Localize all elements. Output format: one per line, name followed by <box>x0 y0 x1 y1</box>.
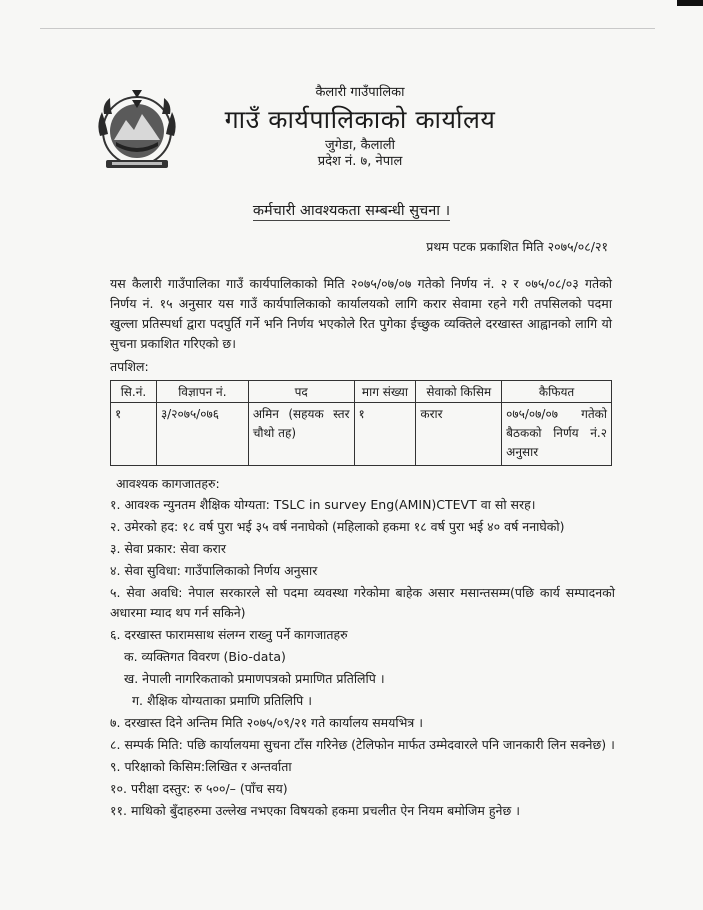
list-item: ७. दरखास्त दिने अन्तिम मिति २०७५/०९/२१ गते कार्यालय समयभित्र । <box>110 715 424 730</box>
col-remarks: कैफियत <box>502 381 612 403</box>
scan-corner-mark <box>677 0 703 6</box>
col-post: पद <box>248 381 354 403</box>
nepal-emblem-icon <box>92 84 182 174</box>
list-item: क. व्यक्तिगत विवरण (Bio-data) <box>124 649 286 664</box>
col-advert-no: विज्ञापन नं. <box>156 381 248 403</box>
office-header <box>210 84 510 170</box>
requirements-list <box>110 495 615 821</box>
office-location: जुगेडा, कैलाली <box>325 138 395 153</box>
requirements-heading: आवश्यक कागजातहरु: <box>116 476 220 491</box>
requirements-section <box>110 473 615 823</box>
list-item: १०. परीक्षा दस्तुर: रु ५००/– (पाँच सय) <box>110 781 288 796</box>
notice-title-text: कर्मचारी आवश्यकता सम्बन्धी सुचना । <box>252 203 451 219</box>
list-item: ८. सम्पर्क मिति: पछि कार्यालयमा सुचना टाँस गरिनेछ (टेलिफोन मार्फत उम्मेदवारले पनि जानकारी लिन सक्नेछ) । <box>110 737 615 752</box>
list-item: ९. परिक्षाको किसिम:लिखित र अन्तर्वाता <box>110 759 292 774</box>
list-item: ५. सेवा अवधि: नेपाल सरकारले सो पदमा व्यवस्था गरेकोमा बाहेक असार मसान्तसम्म(पछि कार्य सम्पादनको अधारमा म्याद थप गर्न सकिने) <box>110 585 615 620</box>
scan-edge-line <box>40 28 655 29</box>
list-item: ४. सेवा सुविधा: गाउँपालिकाको निर्णय अनुसार <box>110 563 318 578</box>
office-title: गाउँ कार्यपालिकाको कार्यालय <box>224 105 496 134</box>
publication-date: प्रथम पटक प्रकाशित मिति २०७५/०८/२१ <box>426 239 608 254</box>
cell-advert-no: ३/२०७५/०७६ <box>156 403 248 466</box>
cell-service-type: करार <box>416 403 502 466</box>
cell-demand-count: १ <box>354 403 416 466</box>
col-serial: सि.नं. <box>111 381 157 403</box>
notice-title <box>0 200 703 220</box>
list-item: ग. शैक्षिक योग्यताका प्रमाणि प्रतिलिपि । <box>132 693 312 708</box>
vacancy-table <box>110 380 612 466</box>
municipality-name: कैलारी गाउँपालिका <box>315 85 405 100</box>
table-header-row <box>111 381 612 403</box>
list-item: ११. माथिको बुँदाहरुमा उल्लेख नभएका विषयको हकमा प्रचलीत ऐन नियम बमोजिम हुनेछ । <box>110 803 520 818</box>
list-item: १. आवश्क न्युनतम शैक्षिक योग्यता: TSLC in survey Eng(AMIN)CTEVT वा सो सरह। <box>110 497 536 512</box>
intro-paragraph: यस कैलारी गाउँपालिका गाउँ कार्यपालिकाको मिति २०७५/०७/०७ गतेको निर्णय नं. २ र ०७५/०८/०३ गतेको निर्णय नं. १५ अनुसार यस गाउँ कार्यपालिकाको कार्यालयको लागि करार सेवामा रहने गरी तपसिलको पदमा खुल्ला प्रतिस्पर्धा द्वारा पदपुर्ति गर्ने भनि निर्णय भएकोले रित पुगेका ईच्छुक व्यक्तिले दरखास्त आह्वानको लागि यो सुचना प्रकाशित गरिएको छ। <box>110 276 612 351</box>
cell-serial: १ <box>111 403 157 466</box>
list-item: २. उमेरको हद: १८ वर्ष पुरा भई ३५ वर्ष ननाघेको (महिलाको हकमा १८ वर्ष पुरा भई ४० वर्ष ननाघेको) <box>110 519 565 534</box>
col-service-type: सेवाको किसिम <box>416 381 502 403</box>
table-row <box>111 403 612 466</box>
list-item: ख. नेपाली नागरिकताको प्रमाणपत्रको प्रमाणित प्रतिलिपि । <box>124 671 385 686</box>
cell-post: अमिन (सहयक स्तर चौथो तह) <box>248 403 354 466</box>
tapsil-label: तपशिल: <box>110 359 149 374</box>
cell-remarks: ०७५/०७/०७ गतेको बैठकको निर्णय नं.२ अनुसार <box>502 403 612 466</box>
list-item: ६. दरखास्त फारामसाथ संलग्न राख्नु पर्ने कागजातहरु <box>110 627 348 642</box>
col-demand-count: माग संख्या <box>354 381 416 403</box>
list-item: ३. सेवा प्रकार: सेवा करार <box>110 541 226 556</box>
office-province: प्रदेश नं. ७, नेपाल <box>317 154 403 169</box>
